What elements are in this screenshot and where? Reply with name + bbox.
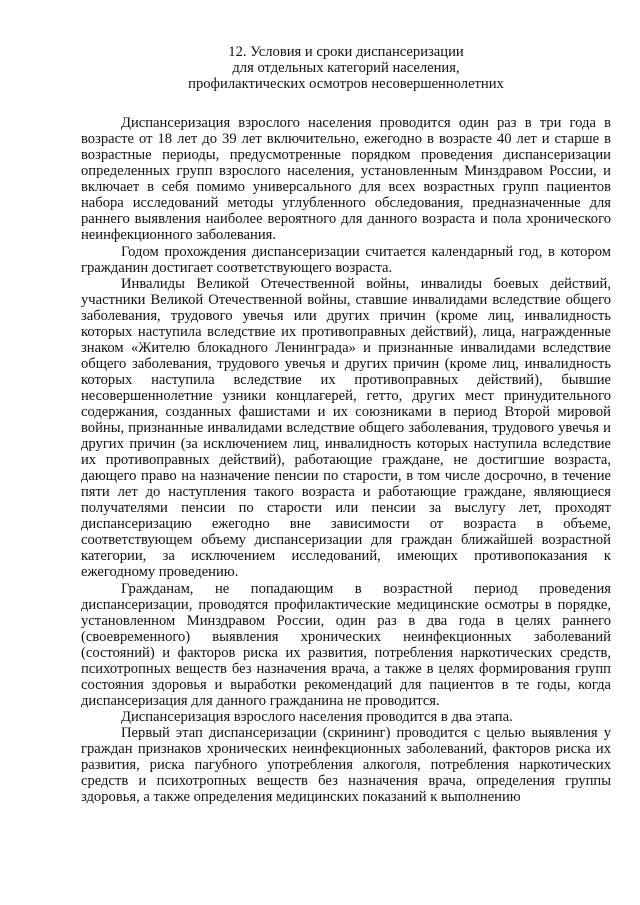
section-heading [81,44,611,92]
paragraph: Диспансеризация взрослого населения проводится в два этапа. [121,708,513,725]
document-page [81,44,611,805]
paragraph: Диспансеризация взрослого населения проводится один раз в три года в возрасте от 18 лет до 39 лет включительно, ежегодно в возрасте 40 лет и старше в возрастные периоды, предусмотренные порядком проведения диспансеризации определенных групп взрослого населения, установленным Минздравом России, и включает в себя помимо универсального для всех возрастных групп пациентов набора исследований методы углубленного обследования, предназначенные для раннего выявления наиболее вероятного для данного возраста и пола хронического неинфекционного заболевания. [81,115,611,244]
paragraph: Первый этап диспансеризации (скрининг) проводится с целью выявления у граждан признаков хронических неинфекционных заболеваний, факторов риска их развития, риска пагубного употребления алкоголя, потребления наркотических средств и психотропных веществ без назначения врача, определения группы здоровья, а также определения медицинских показаний к выполнению [81,724,611,806]
paragraph: Инвалиды Великой Отечественной войны, инвалиды боевых действий, участники Великой Отечественной войны, ставшие инвалидами вследствие общего заболевания, трудового увечья или других причин (кроме лиц, инвалидность которых наступила вследствие их противоправных действий), лица, награжденные знаком «Жителю блокадного Ленинграда» и признанные инвалидами вследствие общего заболевания, трудового увечья и других причин (кроме лиц, инвалидность которых наступила вследствие их противоправных действий), бывшие несовершеннолетние узники концлагерей, гетто, других мест принудительного содержания, созданных фашистами и их союзниками в период Второй мировой войны, признанные инвалидами вследствие общего заболевания, трудового увечья и других причин (за исключением лиц, инвалидность которых наступила вследствие их противоправных действий), работающие граждане, не достигшие возраста, дающего право на назначение пенсии по старости, в том числе досрочно, в течение пяти лет до наступления такого возраста и работающие граждане, являющиеся получателями пенсии по старости или пенсии за выслугу лет, проходят диспансеризацию ежегодно вне зависимости от возраста в объеме, соответствующем объему диспансеризации для граждан ближайшей возрастной категории, за исключением исследований, имеющих противопоказания к ежегодному проведению. [81,275,611,581]
paragraph: Гражданам, не попадающим в возрастной период проведения диспансеризации, проводятся профилактические медицинские осмотры в порядке, установленном Минздравом России, один раз в два года в целях раннего (своевременного) выявления хронических неинфекционных заболеваний (состояний) и факторов риска их развития, потребления наркотических средств, психотропных веществ без назначения врача, а также в целях формирования групп состояния здоровья и выработки рекомендаций для пациентов в те годы, когда диспансеризация для данного гражданина не проводится. [81,580,611,709]
heading-line: профилактических осмотров несовершеннолетних [188,76,504,93]
paragraph: Годом прохождения диспансеризации считается календарный год, в котором гражданин достигает соответствующего возраста. [81,243,611,276]
heading-line: 12. Условия и сроки диспансеризации [228,44,464,60]
heading-line: для отдельных категорий населения, [232,60,460,77]
